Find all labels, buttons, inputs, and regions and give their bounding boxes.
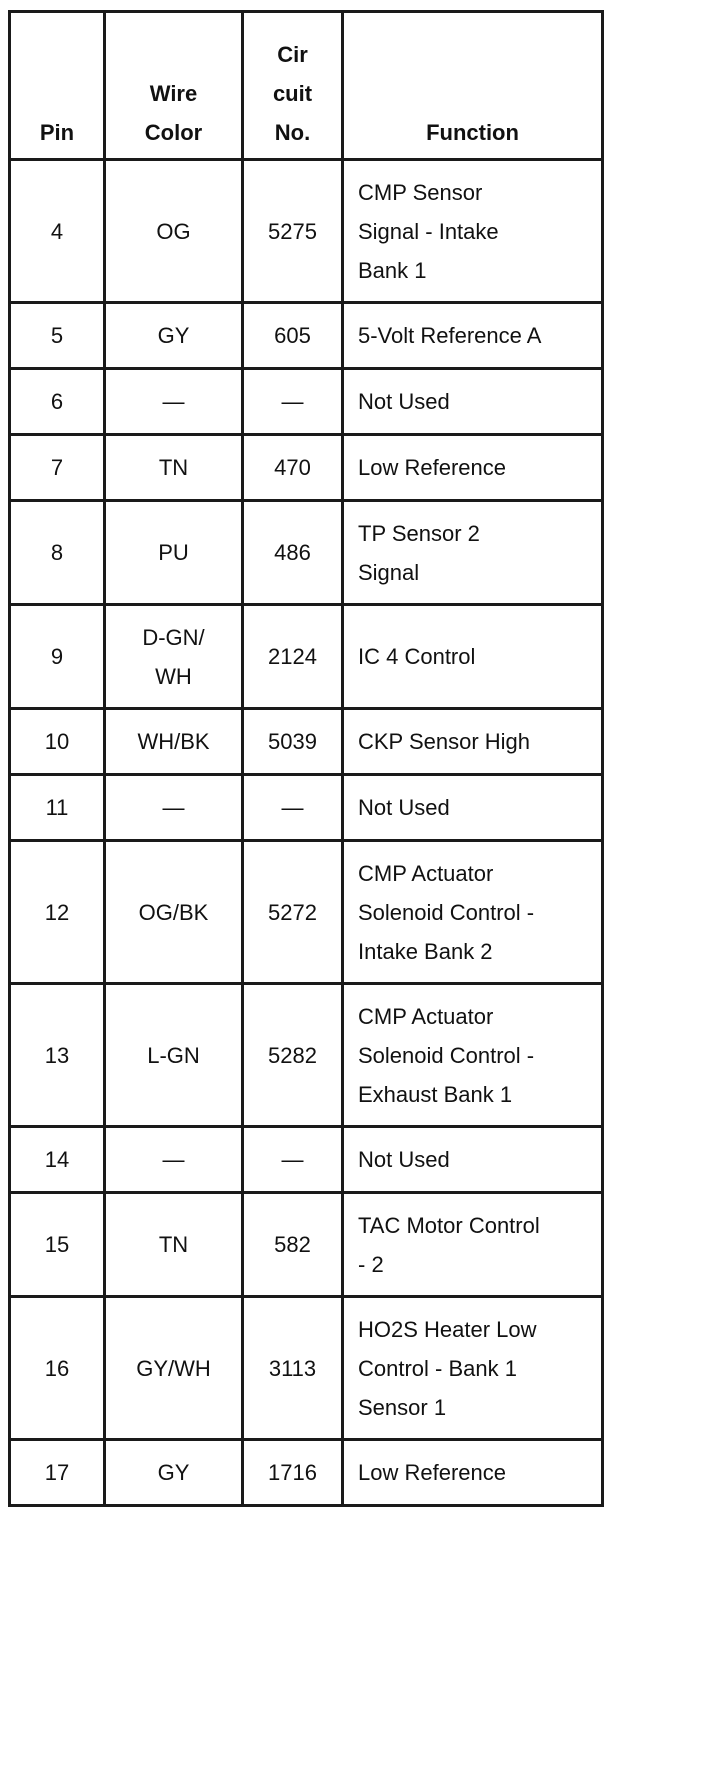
wire-color-cell	[105, 160, 243, 303]
wire-color-text: TN	[158, 455, 189, 480]
connector-pinout-table	[8, 10, 604, 1507]
circuit-no-cell: 3113	[243, 1297, 343, 1440]
wire-color-text: L-GN	[147, 1042, 200, 1068]
circuit-no-cell: 1716	[243, 1440, 343, 1506]
function-cell	[343, 1440, 603, 1506]
table-row	[10, 303, 603, 369]
function-text: - 2	[358, 1251, 384, 1277]
wire-color-text: PU	[158, 540, 189, 565]
function-text: Not Used	[358, 795, 450, 820]
header-circuit-no-line-1: Cir	[277, 42, 308, 67]
function-text: Low Reference	[358, 455, 506, 480]
header-pin	[10, 12, 105, 160]
table-row	[10, 369, 603, 435]
pin-cell: 8	[10, 501, 105, 605]
wire-color-cell	[105, 435, 243, 501]
wire-color-text: GY	[157, 1460, 190, 1485]
function-cell	[343, 160, 603, 303]
wire-color-cell	[105, 369, 243, 435]
wire-color-text: GY/WH	[136, 1355, 211, 1381]
wire-color-cell	[105, 984, 243, 1127]
function-cell	[343, 303, 603, 369]
wire-color-text: TN	[158, 1232, 189, 1257]
circuit-no-cell: 5282	[243, 984, 343, 1127]
function-text: CMP Sensor	[358, 179, 483, 205]
circuit-no-cell: 605	[243, 303, 343, 369]
connector-pinout-table-wrapper	[8, 10, 604, 1507]
function-text: TP Sensor 2	[358, 520, 480, 546]
table-body	[10, 160, 603, 1506]
function-text: Signal	[358, 559, 420, 585]
header-wire-color-line-1: Wire	[149, 81, 198, 106]
wire-color-cell	[105, 775, 243, 841]
circuit-no-cell: —	[243, 1127, 343, 1193]
pin-cell: 10	[10, 709, 105, 775]
function-cell	[343, 1127, 603, 1193]
wire-color-text: —	[162, 795, 185, 820]
function-text: Solenoid Control -	[358, 1042, 535, 1068]
function-cell	[343, 605, 603, 709]
wire-color-cell	[105, 501, 243, 605]
table-row	[10, 841, 603, 984]
header-wire-color-line-2: Color	[144, 120, 203, 145]
header-wire-color	[105, 12, 243, 160]
wire-color-text: OG/BK	[138, 899, 209, 925]
wire-color-cell	[105, 1440, 243, 1506]
wire-color-text: OG	[156, 218, 191, 244]
function-text: CMP Actuator	[358, 1003, 494, 1029]
wire-color-cell	[105, 303, 243, 369]
table-row	[10, 1127, 603, 1193]
function-text: TAC Motor Control	[358, 1212, 540, 1238]
table-row	[10, 1297, 603, 1440]
header-circuit-no-line-3: No.	[274, 120, 311, 145]
table-row	[10, 501, 603, 605]
pin-cell: 15	[10, 1193, 105, 1297]
function-text: Bank 1	[358, 257, 427, 283]
function-cell	[343, 369, 603, 435]
function-text: Intake Bank 2	[358, 938, 493, 964]
pin-cell: 12	[10, 841, 105, 984]
circuit-no-cell: 470	[243, 435, 343, 501]
wire-color-text: WH	[155, 663, 192, 689]
table-row	[10, 160, 603, 303]
pin-cell: 6	[10, 369, 105, 435]
wire-color-cell	[105, 1297, 243, 1440]
function-text: HO2S Heater Low	[358, 1316, 537, 1342]
circuit-no-cell: 5275	[243, 160, 343, 303]
header-circuit-no-line-2: cuit	[272, 81, 313, 106]
circuit-no-cell: —	[243, 369, 343, 435]
wire-color-text: —	[162, 1147, 185, 1172]
function-text: Not Used	[358, 389, 450, 414]
table-row	[10, 1440, 603, 1506]
wire-color-cell	[105, 709, 243, 775]
wire-color-text: WH/BK	[137, 729, 210, 754]
function-cell	[343, 435, 603, 501]
function-cell	[343, 984, 603, 1127]
wire-color-text: D-GN/	[142, 624, 205, 650]
wire-color-text: GY	[157, 323, 190, 348]
pin-cell: 7	[10, 435, 105, 501]
function-text: Solenoid Control -	[358, 899, 535, 925]
function-text: Control - Bank 1	[358, 1355, 517, 1381]
wire-color-cell	[105, 1193, 243, 1297]
function-cell	[343, 1193, 603, 1297]
function-cell	[343, 841, 603, 984]
function-cell	[343, 1297, 603, 1440]
pin-cell: 9	[10, 605, 105, 709]
header-function	[343, 12, 603, 160]
pin-cell: 13	[10, 984, 105, 1127]
function-text: Sensor 1	[358, 1394, 447, 1420]
function-text: Exhaust Bank 1	[358, 1081, 513, 1107]
table-row	[10, 775, 603, 841]
function-text: Signal - Intake	[358, 218, 499, 244]
function-cell	[343, 775, 603, 841]
wire-color-cell	[105, 1127, 243, 1193]
table-row	[10, 435, 603, 501]
circuit-no-cell: 2124	[243, 605, 343, 709]
function-text: CKP Sensor High	[358, 729, 531, 754]
header-circuit-no	[243, 12, 343, 160]
function-text: Not Used	[358, 1147, 450, 1172]
circuit-no-cell: 5039	[243, 709, 343, 775]
function-text: CMP Actuator	[358, 860, 494, 886]
pin-cell: 14	[10, 1127, 105, 1193]
circuit-no-cell: 582	[243, 1193, 343, 1297]
table-row	[10, 1193, 603, 1297]
table-row	[10, 984, 603, 1127]
function-text: Low Reference	[358, 1460, 506, 1485]
table-row	[10, 605, 603, 709]
pin-cell: 17	[10, 1440, 105, 1506]
pin-cell: 5	[10, 303, 105, 369]
function-cell	[343, 501, 603, 605]
header-pin-line: Pin	[39, 120, 75, 145]
circuit-no-cell: —	[243, 775, 343, 841]
pin-cell: 11	[10, 775, 105, 841]
function-cell	[343, 709, 603, 775]
wire-color-cell	[105, 841, 243, 984]
function-text: 5-Volt Reference A	[358, 323, 542, 348]
table-header-row	[10, 12, 603, 160]
pin-cell: 4	[10, 160, 105, 303]
wire-color-cell	[105, 605, 243, 709]
circuit-no-cell: 486	[243, 501, 343, 605]
wire-color-text: —	[162, 389, 185, 414]
header-function-line: Function	[426, 120, 519, 145]
pin-cell: 16	[10, 1297, 105, 1440]
circuit-no-cell: 5272	[243, 841, 343, 984]
function-text: IC 4 Control	[358, 644, 476, 669]
table-row	[10, 709, 603, 775]
